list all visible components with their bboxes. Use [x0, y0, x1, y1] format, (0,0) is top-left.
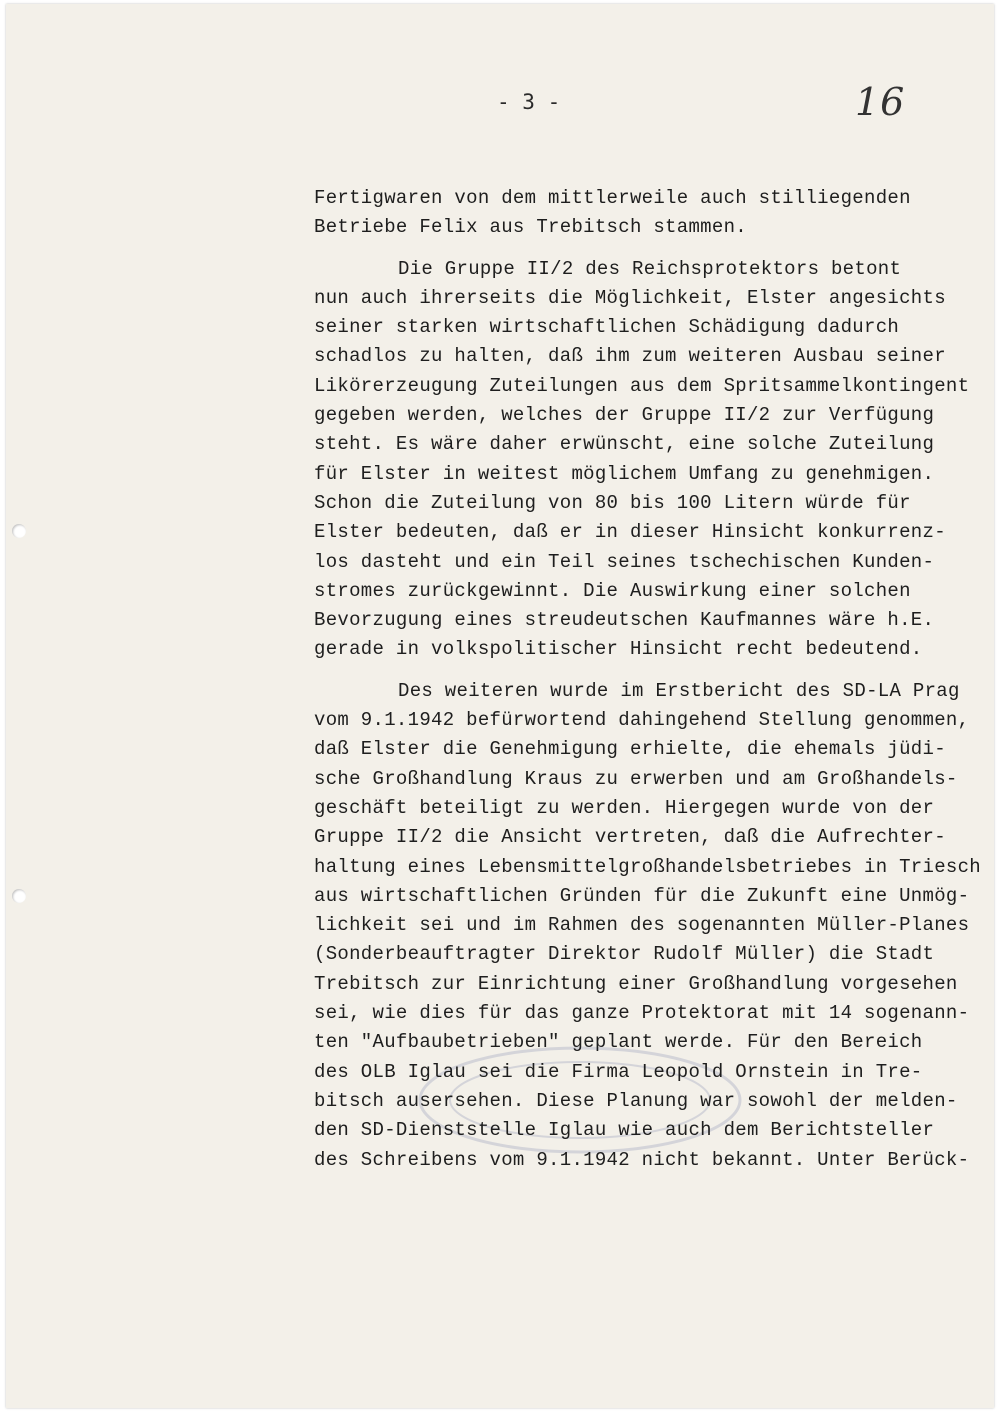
text-line: Die Gruppe II/2 des Reichsprotektors betont	[398, 257, 902, 280]
punch-hole-lower	[12, 889, 26, 903]
paragraph	[314, 255, 994, 665]
punch-hole-upper	[12, 524, 26, 538]
text-line: gerade in volkspolitischer Hinsicht recht bedeutend.	[314, 638, 923, 661]
text-line: nun auch ihrerseits die Möglichkeit, Elster angesichts	[314, 286, 946, 309]
text-line: Fertigwaren von dem mittlerweile auch stilliegenden	[314, 187, 911, 209]
paragraph	[314, 677, 994, 1175]
text-line: Des weiteren wurde im Erstbericht des SD-LA Prag	[398, 679, 960, 702]
text-line: Elster bedeuten, daß er in dieser Hinsicht konkurrenz-	[314, 521, 946, 544]
text-line: stromes zurückgewinnt. Die Auswirkung einer solchen	[314, 579, 911, 602]
text-line: Gruppe II/2 die Ansicht vertreten, daß die Aufrechter-	[314, 826, 946, 849]
text-line: vom 9.1.1942 befürwortend dahingehend Stellung genommen,	[314, 709, 970, 732]
page-number: - 3 -	[497, 90, 561, 114]
text-line: für Elster in weitest möglichem Umfang zu genehmigen.	[314, 462, 935, 485]
text-line: daß Elster die Genehmigung erhielte, die ehemals jüdi-	[314, 738, 946, 761]
text-line: gegeben werden, welches der Gruppe II/2 zur Verfügung	[314, 404, 935, 427]
text-line: Betriebe Felix aus Trebitsch stammen.	[314, 216, 747, 239]
text-line: sche Großhandlung Kraus zu erwerben und am Großhandels-	[314, 767, 958, 790]
text-line: ten "Aufbaubetrieben" geplant werde. Für den Bereich	[314, 1031, 923, 1054]
text-line: steht. Es wäre daher erwünscht, eine solche Zuteilung	[314, 433, 935, 456]
paragraph	[314, 184, 994, 243]
text-line: aus wirtschaftlichen Gründen für die Zukunft eine Unmög-	[314, 884, 970, 907]
text-line: Schon die Zuteilung von 80 bis 100 Litern würde für	[314, 491, 911, 514]
text-line: seiner starken wirtschaftlichen Schädigung dadurch	[314, 316, 900, 339]
text-line: Likörerzeugung Zuteilungen aus dem Spritsammelkontingent	[314, 374, 970, 397]
text-line: haltung eines Lebensmittelgroßhandelsbetriebes in Triesch	[314, 855, 982, 878]
text-line: sei, wie dies für das ganze Protektorat mit 14 sogenann-	[314, 1002, 970, 1025]
text-line: (Sonderbeauftragter Direktor Rudolf Müller) die Stadt	[314, 943, 935, 966]
letter-body	[314, 184, 994, 1175]
folio-number: 16	[855, 80, 906, 124]
text-line: den SD-Dienststelle Iglau wie auch dem Berichtsteller	[314, 1119, 935, 1142]
text-line: des OLB Iglau sei die Firma Leopold Ornstein in Tre-	[314, 1060, 923, 1083]
text-line: lichkeit sei und im Rahmen des sogenannten Müller-Planes	[314, 914, 970, 937]
text-line: los dasteht und ein Teil seines tschechischen Kunden-	[314, 550, 935, 573]
text-line: Trebitsch zur Einrichtung einer Großhandlung vorgesehen	[314, 972, 958, 995]
paragraph-gap	[314, 665, 994, 677]
text-line: Bevorzugung eines streudeutschen Kaufmannes wäre h.E.	[314, 609, 935, 632]
text-line: bitsch ausersehen. Diese Planung war sowohl der melden-	[314, 1089, 958, 1112]
paragraph-gap	[314, 243, 994, 255]
text-line: geschäft beteiligt zu werden. Hiergegen wurde von der	[314, 796, 935, 819]
text-line: des Schreibens vom 9.1.1942 nicht bekannt. Unter Berück-	[314, 1148, 970, 1171]
text-line: schadlos zu halten, daß ihm zum weiteren Ausbau seiner	[314, 345, 946, 368]
